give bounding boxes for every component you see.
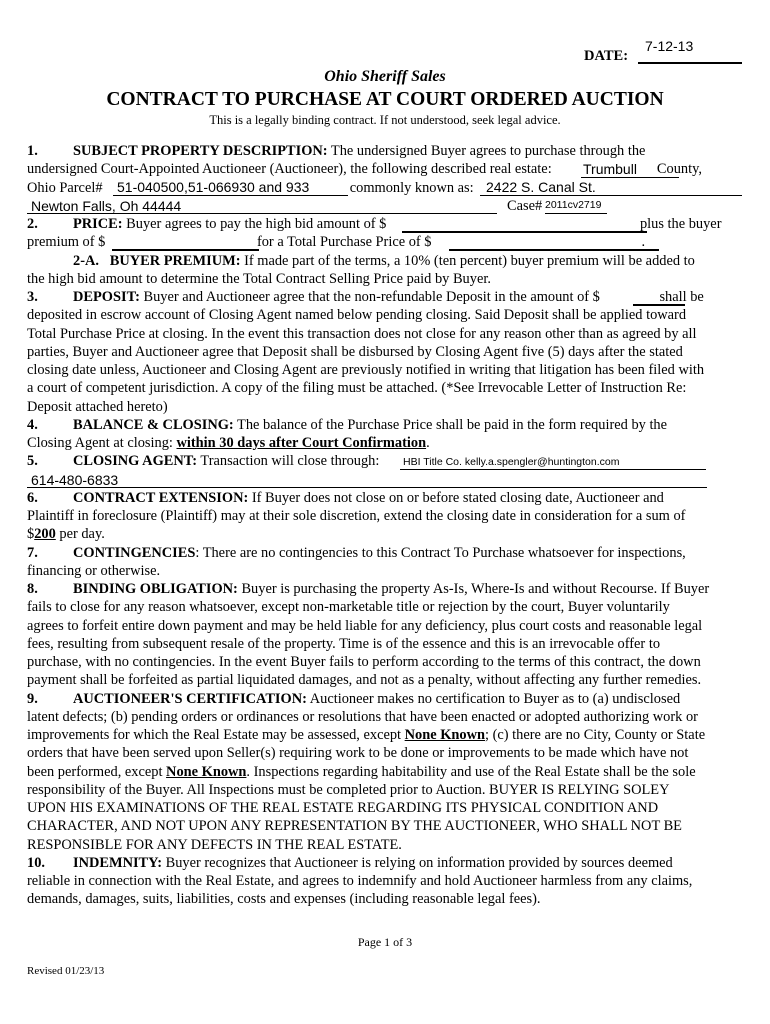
section-7: 7. CONTINGENCIES: There are no contingencies to this Contract To Purchase whatsoever for inspections,	[27, 544, 686, 561]
date-underline	[638, 62, 742, 64]
section-4-heading: BALANCE & CLOSING:	[73, 416, 234, 433]
section-9: 9. AUCTIONEER'S CERTIFICATION: Auctioneer makes no certification to Buyer as to (a) undisclosed	[27, 690, 681, 707]
closing-agent-value: HBI Title Co. kelly.a.spengler@huntington.com	[403, 456, 620, 468]
page-number: Page 1 of 3	[357, 935, 413, 949]
section-8: 8. BINDING OBLIGATION: Buyer is purchasing the property As-Is, Where-Is and without Recourse. If Buyer	[27, 581, 710, 597]
closing-deadline: within 30 days after Court Confirmation	[176, 435, 427, 451]
section-3-heading: DEPOSIT:	[73, 289, 140, 305]
section-2a-heading: BUYER PREMIUM:	[109, 252, 241, 269]
section-1-heading: SUBJECT PROPERTY DESCRIPTION:	[73, 143, 328, 159]
assessments-none-known: None Known	[404, 727, 486, 743]
case-label: Case#	[507, 197, 543, 214]
revision-date: Revised 01/23/13	[27, 965, 105, 977]
county-value: Trumbull	[583, 161, 637, 177]
page-title: CONTRACT TO PURCHASE AT COURT ORDERED AUCTION	[106, 89, 664, 110]
section-5-heading: CLOSING AGENT:	[73, 453, 198, 470]
section-1: 1. SUBJECT PROPERTY DESCRIPTION: The undersigned Buyer agrees to purchase through the	[27, 143, 646, 159]
section-10: 10. INDEMNITY: Buyer recognizes that Auctioneer is relying on information provided by sources deemed	[27, 854, 673, 871]
contract-body: 1. SUBJECT PROPERTY DESCRIPTION: The undersigned Buyer agrees to purchase through the undersigned Court-Appointed Auctioneer (Auctioneer), the following described real estate: County, Ohio Parcel# commonly known as: Case# 2. PRICE: Buyer agrees to pay the high bid amount of $ plus the buyer premium of $ for a Total Purchase Price of $ . 2-A. BUYER PREMIUM: If made part of the terms, a 10% (ten percent) buyer premium will be added to the high bid amount to determine the Total Contract Selling Price paid by Buyer. 3. DEPOSIT: Buyer and Auctioneer agree that the non-refundable Deposit in the amount of $ shall be deposited in escrow account of Closing Agent named below pending closing. Said Deposit shall be applied toward Total Purchase Price at closing. In the event this transaction does not close for any reason other than as agreed by all parties, Buyer and Auctioneer agree that Deposit shall be disbursed by Closing Agent five (5) days after the stated closing date unless, Auctioneer and Closing Agent are previously notified in writing that litigation has been filed with a court of competent jurisdiction. A copy of the filing must be attached. (*See Irrevocable Letter of Instruction Re: Deposit attached hereto) 4. BALANCE & CLOSING: The balance of the Purchase Price shall be paid in the form required by the Closing Agent at closing: within 30 days after Court Confirmation. 5. CLOSING AGENT: Transaction will close through: 6. CONTRACT EXTENSION: If Buyer does not close on or before stated closing date, Auctioneer and Plaintiff in foreclosure (Plaintiff) may at their sole discretion, extend the closing date in consideration for a sum of $200 per day. 7. CONTINGENCIES: There are no contingencies to this Contract To Purchase whatsoever for inspections, financing or otherwise. 8. BINDING OBLIGATION: Buyer is purchasing the property As-Is, Where-Is and without Recourse. If Buyer fails to close for any reason whatsoever, except non-marketable title or rejection by the court, Buyer voluntarily agrees to forfeit entire down payment and may be held liable for any deficiency, plus court costs and reasonable legal fees, resulting from subsequent resale of the property. Time is of the essence and this is an irrevocable offer to purchase, with no contingencies. In the event Buyer fails to perform according to the terms of this contract, the down payment shall be forfeited as partial liquidated damages, and not as a penalty, without affecting any further remedies. 9. AUCTIONEER'S CERTIFICATION: Auctioneer makes no certification to Buyer as to (a) undisclosed latent defects; (b) pending orders or ordinances or resolutions that have been enacted or adopted authorizing work or improvements for which the Real Estate may be assessed, except None Known; (c) there are no City, County or State orders that have been served upon Seller(s) requiring work to be done or improvements to be made which have not been performed, except None Known. Inspections regarding habitability and use of the Real Estate shall be the sole responsibility of the Buyer. All Inspections must be completed prior to Auction. BUYER IS RELYING SOLEY UPON HIS EXAMINATIONS OF THE REAL ESTATE REGARDING ITS PHYSICAL CONDITION AND CHARACTER, AND NOT UPON ANY REPRESENTATION BY THE AUCTIONEER, WHO SHALL NOT BE RESPONSIBLE FOR ANY DEFECTS IN THE REAL ESTATE. 10. INDEMNITY: Buyer recognizes that Auctioneer is relying on information provided by sources deemed reliable in connection with the Real Estate, and agrees to indemnify and hold Auctioneer harmless from any claims, demands, damages, suits, liabilities, costs and expenses (including reasonable legal fees).	[27, 142, 747, 909]
section-9-heading: AUCTIONEER'S CERTIFICATION:	[73, 690, 307, 707]
date-label: DATE:	[584, 48, 629, 64]
section-3: 3. DEPOSIT: Buyer and Auctioneer agree that the non-refundable Deposit in the amount of $ shall be	[27, 289, 704, 305]
city-value: Newton Falls, Oh 44444	[31, 198, 182, 214]
section-2: 2. PRICE: Buyer agrees to pay the high bid amount of $ plus the buyer	[27, 216, 722, 232]
date-value: 7-12-13	[645, 38, 694, 54]
section-10-heading: INDEMNITY:	[73, 854, 163, 871]
section-4: 4. BALANCE & CLOSING: The balance of the Purchase Price shall be paid in the form required by the	[27, 416, 668, 433]
section-7-heading: CONTINGENCIES	[73, 544, 196, 561]
phone-value: 614-480-6833	[31, 472, 119, 488]
section-5: 5. CLOSING AGENT: Transaction will close through:	[27, 453, 380, 470]
section-8-heading: BINDING OBLIGATION:	[73, 581, 238, 597]
case-number-value: 2011cv2719	[545, 199, 602, 211]
address-value: 2422 S. Canal St.	[486, 179, 596, 195]
page-subtitle: This is a legally binding contract. If not understood, seek legal advice.	[209, 113, 561, 127]
extension-fee: 200	[34, 526, 56, 543]
section-2a: 2-A. BUYER PREMIUM: If made part of the terms, a 10% (ten percent) buyer premium will be added to	[73, 252, 695, 269]
section-6: 6. CONTRACT EXTENSION: If Buyer does not close on or before stated closing date, Auctioneer and	[27, 489, 664, 506]
section-6-heading: CONTRACT EXTENSION:	[73, 489, 249, 506]
orders-none-known: None Known	[166, 763, 247, 780]
org-name: Ohio Sheriff Sales	[324, 68, 446, 85]
section-2-heading: PRICE:	[73, 216, 123, 232]
parcel-value: 51-040500,51-066930 and 933	[117, 179, 310, 195]
